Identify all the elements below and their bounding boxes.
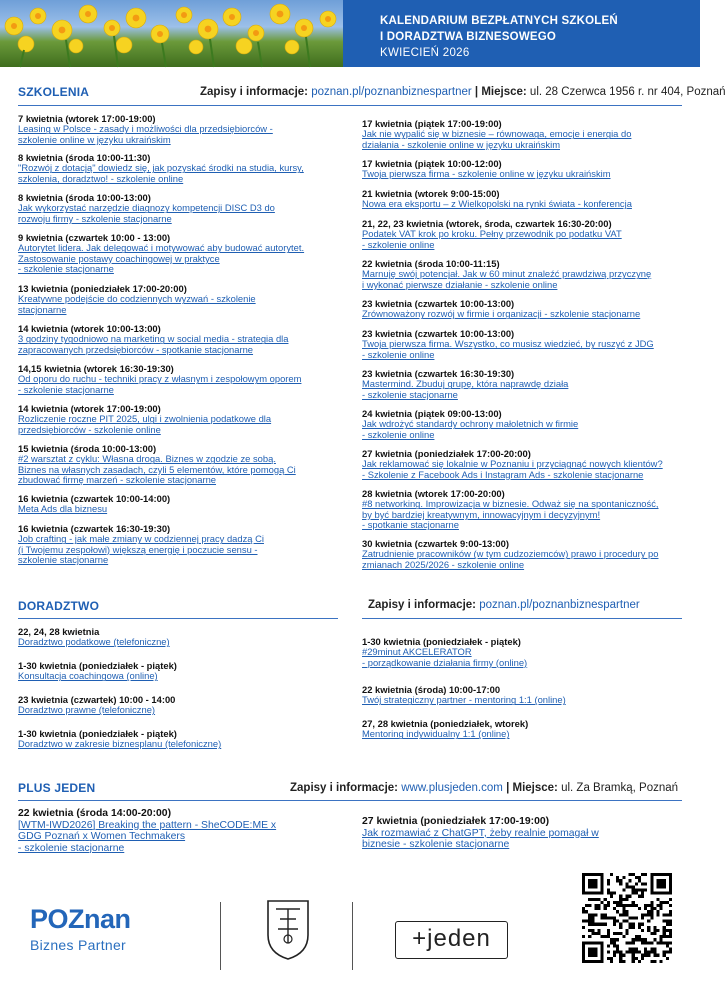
event-date: 17 kwietnia (piątek 17:00-19:00)	[362, 118, 502, 129]
event-link[interactable]: zmianach 2025/2026 - szkolenie online	[362, 558, 525, 570]
event-link[interactable]: stacjonarne	[18, 303, 67, 315]
event-link[interactable]: Konsultacja coachingowa (online)	[18, 670, 158, 682]
info-separator: |	[474, 86, 479, 98]
event-item	[362, 299, 692, 320]
plusjeden-info	[290, 782, 678, 794]
event-link[interactable]: #29minut AKCELERATOR	[362, 646, 472, 658]
event-date: 1-30 kwietnia (poniedziałek - piątek)	[362, 636, 521, 647]
event-item	[362, 159, 692, 180]
event-link[interactable]: Autorytet lidera. Jak delegować i motywować aby budować autorytet.	[18, 242, 305, 254]
info-label: Zapisy i informacje:	[200, 86, 309, 98]
event-date: 17 kwietnia (piątek 10:00-12:00)	[362, 158, 502, 169]
event-item	[18, 729, 338, 750]
event-link[interactable]: Nowa era eksportu – z Wielkopolski na rynki świata - konferencja	[362, 198, 632, 210]
event-item	[18, 404, 348, 435]
event-item	[18, 364, 348, 395]
section-divider-left	[18, 618, 338, 619]
event-link[interactable]: rozwoju firmy - szkolenie stacjonarne	[18, 212, 172, 224]
event-date: 8 kwietnia (środa 10:00-11:30)	[18, 152, 151, 163]
event-link[interactable]: Jak nie wypalić się w biznesie – równowaga, emocje i energia do	[362, 128, 632, 140]
event-item	[362, 409, 692, 440]
event-item	[362, 719, 682, 740]
event-link[interactable]: biznesie - szkolenie stacjonarne	[362, 839, 510, 851]
event-item	[18, 695, 338, 716]
event-link[interactable]: - szkolenie stacjonarne	[18, 383, 114, 395]
event-date: 21 kwietnia (wtorek 9:00-15:00)	[362, 188, 500, 199]
daffodils-photo	[0, 0, 343, 67]
event-link[interactable]: Mentoring indywidualny 1:1 (online)	[362, 728, 510, 740]
info-label: Zapisy i informacje:	[290, 782, 399, 794]
event-item	[362, 489, 692, 531]
zaulek-rzemiosla-logo	[258, 895, 318, 975]
event-link[interactable]: - Szkolenie z Facebook Ads i Instagram Ads - szkolenie stacjonarne	[362, 468, 644, 480]
event-link[interactable]: Doradztwo podatkowe (telefoniczne)	[18, 636, 170, 648]
szkolenia-info	[200, 86, 726, 98]
event-date: 23 kwietnia (czwartek) 10:00 - 14:00	[18, 694, 176, 705]
event-date: 30 kwietnia (czwartek 9:00-13:00)	[362, 538, 509, 549]
event-date: 16 kwietnia (czwartek 10:00-14:00)	[18, 493, 171, 504]
info-link[interactable]: www.plusjeden.com	[401, 782, 503, 794]
event-link[interactable]: - szkolenie stacjonarne	[18, 842, 125, 854]
event-link[interactable]: i wykonać pierwsze działanie - szkolenie online	[362, 278, 558, 290]
event-date: 1-30 kwietnia (poniedziałek - piątek)	[18, 728, 177, 739]
event-date: 14 kwietnia (wtorek 10:00-13:00)	[18, 323, 161, 334]
event-item	[18, 444, 348, 486]
event-link[interactable]: zapracowanych przedsiębiorców - spotkanie stacjonarne	[18, 343, 254, 355]
event-link[interactable]: przedsiębiorców - szkolenie online	[18, 423, 161, 435]
event-item	[18, 193, 348, 224]
section-divider	[18, 800, 682, 801]
event-date: 21, 22, 23 kwietnia (wtorek, środa, czwartek 16:30-20:00)	[362, 218, 612, 229]
event-date: 9 kwietnia (czwartek 10:00 - 13:00)	[18, 232, 171, 243]
event-item	[18, 494, 348, 515]
event-date: 27, 28 kwietnia (poniedziałek, wtorek)	[362, 718, 529, 729]
qr-code[interactable]	[582, 873, 672, 963]
event-date: 27 kwietnia (poniedziałek 17:00-20:00)	[362, 448, 531, 459]
event-link[interactable]: Jak wdrożyć standardy ochrony małoletnich w firmie	[362, 418, 579, 430]
event-link[interactable]: (i Twojemu zespołowi) większą energię i poczucie sensu -	[18, 543, 258, 555]
event-date: 14 kwietnia (wtorek 17:00-19:00)	[18, 403, 161, 414]
event-item	[362, 449, 692, 480]
event-link[interactable]: Doradztwo w zakresie biznesplanu (telefoniczne)	[18, 738, 222, 750]
event-date: 27 kwietnia (poniedziałek 17:00-19:00)	[362, 816, 550, 827]
event-item	[362, 369, 692, 400]
event-link[interactable]: Jak wykorzystać narzędzie diagnozy kompetencji DISC D3 do	[18, 202, 275, 214]
section-title-doradztwo: DORADZTWO	[18, 599, 100, 613]
event-link[interactable]: - szkolenie online	[362, 348, 435, 360]
event-item	[18, 627, 338, 648]
event-link[interactable]: Jak rozmawiać z ChatGPT, żeby realnie pomagał w	[362, 827, 599, 839]
event-link[interactable]: #2 warsztat z cyklu: Własna droga. Biznes w zgodzie ze sobą.	[18, 453, 276, 465]
event-date: 22 kwietnia (środa 10:00-11:15)	[362, 258, 500, 269]
event-link[interactable]: Od oporu do ruchu - techniki pracy z własnym i zespołowym oporem	[18, 373, 302, 385]
event-link[interactable]: Marnuję swój potencjał. Jak w 60 minut znaleźć prawdziwą przyczynę	[362, 268, 652, 280]
event-item	[18, 153, 348, 184]
event-item	[362, 259, 692, 290]
info-link[interactable]: poznan.pl/poznanbiznespartner	[311, 86, 472, 98]
event-item	[18, 233, 348, 275]
event-date: 7 kwietnia (wtorek 17:00-19:00)	[18, 113, 156, 124]
event-item	[18, 324, 348, 355]
event-link[interactable]: szkolenia, doradztwo! - szkolenie online	[18, 172, 184, 184]
event-link[interactable]: Zatrudnienie pracowników (w tym cudzoziemców) prawo i procedury po	[362, 548, 659, 560]
event-link[interactable]: Zastosowanie postawy coachingowej w praktyce	[18, 252, 220, 264]
section-divider	[18, 105, 682, 106]
event-link[interactable]: #8 networking. Improwizacja w biznesie. Odważ się na spontaniczność,	[362, 498, 659, 510]
event-link[interactable]: Biznes na własnych zasadach, czyli 5 elementów, które pomogą Ci	[18, 463, 296, 475]
event-item	[18, 661, 338, 682]
event-link[interactable]: Meta Ads dla biznesu	[18, 503, 108, 515]
event-link[interactable]: Jak reklamować się lokalnie w Poznaniu i przyciągnąć nowych klientów?	[362, 458, 663, 470]
section-divider-right	[362, 618, 682, 619]
event-item	[362, 219, 692, 250]
footer-separator	[352, 902, 353, 970]
event-date: 22 kwietnia (środa 14:00-20:00)	[18, 808, 172, 819]
event-link[interactable]: - szkolenie online	[362, 428, 435, 440]
event-link[interactable]: zbudować firmę marzeń - szkolenie stacjonarne	[18, 474, 217, 486]
event-link[interactable]: Job crafting - jak małe zmiany w codziennej pracy dadzą Ci	[18, 533, 264, 545]
event-link[interactable]: szkolenie stacjonarne	[18, 554, 109, 566]
event-link[interactable]: - szkolenie stacjonarne	[362, 388, 458, 400]
info-separator: |	[506, 782, 510, 794]
page-title	[380, 13, 618, 45]
event-date: 13 kwietnia (poniedziałek 17:00-20:00)	[18, 283, 187, 294]
event-item	[362, 329, 692, 360]
event-link[interactable]: 3 godziny tygodniowo na marketing w social media - strategia dla	[18, 333, 289, 345]
event-link[interactable]: by być bardziej kreatywnym, innowacyjnym i decyzyjnym!	[362, 508, 601, 520]
plusjeden-logo: +jeden	[395, 921, 508, 959]
event-link[interactable]: Doradztwo prawne (telefoniczne)	[18, 704, 156, 716]
event-link[interactable]: Leasing w Polsce - zasady i możliwości dla przedsiębiorców -	[18, 123, 273, 135]
event-link[interactable]: - porządkowanie działania firmy (online)	[362, 656, 528, 668]
doradztwo-info	[368, 599, 640, 611]
event-link[interactable]: działania - szkolenie online w języku ukraińskim	[362, 138, 561, 150]
event-link[interactable]: Podatek VAT krok po kroku. Pełny przewodnik po podatku VAT	[362, 228, 622, 240]
poznan-logo	[30, 905, 131, 953]
event-item	[362, 189, 692, 210]
event-date: 23 kwietnia (czwartek 10:00-13:00)	[362, 328, 515, 339]
event-link[interactable]: Twoja pierwsza firma - szkolenie online w języku ukraińskim	[362, 168, 611, 180]
event-link[interactable]: Mastermind. Zbuduj grupę, która naprawdę działa	[362, 378, 569, 390]
event-link[interactable]: Rozliczenie roczne PIT 2025, ulgi i zwolnienia podatkowe dla	[18, 413, 272, 425]
month-label: KWIECIEŃ 2026	[380, 47, 470, 59]
event-link[interactable]: - szkolenie stacjonarne	[18, 263, 114, 275]
event-link[interactable]: szkolenie online w języku ukraińskim	[18, 133, 171, 145]
event-date: 16 kwietnia (czwartek 16:30-19:30)	[18, 523, 171, 534]
event-item	[362, 685, 682, 706]
event-date: 22, 24, 28 kwietnia	[18, 626, 100, 637]
place-value: ul. Za Bramką, Poznań	[561, 782, 679, 794]
event-item	[18, 284, 348, 315]
event-date: 1-30 kwietnia (poniedziałek - piątek)	[18, 660, 177, 671]
event-date: 22 kwietnia (środa) 10:00-17:00	[362, 684, 501, 695]
place-value: ul. 28 Czerwca 1956 r. nr 404, Poznań	[529, 86, 726, 98]
event-date: 24 kwietnia (piątek 09:00-13:00)	[362, 408, 502, 419]
place-label: Miejsce:	[481, 86, 527, 98]
section-title-plusjeden: PLUS JEDEN	[18, 781, 96, 795]
event-item	[18, 808, 338, 854]
event-item	[362, 119, 692, 150]
event-item	[362, 816, 682, 851]
info-label: Zapisy i informacje:	[368, 599, 477, 611]
poznan-sub: Biznes Partner	[30, 937, 127, 953]
event-item	[362, 539, 692, 570]
event-date: 15 kwietnia (środa 10:00-13:00)	[18, 443, 157, 454]
event-link[interactable]: - spotkanie stacjonarne	[362, 519, 459, 531]
event-item	[18, 524, 348, 566]
title-line-2: I DORADZTWA BIZNESOWEGO	[380, 31, 557, 43]
event-date: 8 kwietnia (środa 10:00-13:00)	[18, 192, 151, 203]
event-date: 23 kwietnia (czwartek 10:00-13:00)	[362, 298, 515, 309]
event-link[interactable]: GDG Poznań x Women Techmakers	[18, 831, 186, 843]
event-link[interactable]: - szkolenie online	[362, 238, 435, 250]
event-date: 28 kwietnia (wtorek 17:00-20:00)	[362, 488, 505, 499]
event-item	[362, 637, 682, 668]
event-link[interactable]: Zrównoważony rozwój w firmie i organizacji - szkolenie stacjonarne	[362, 308, 641, 320]
footer-separator	[220, 902, 221, 970]
header	[0, 0, 700, 67]
event-link[interactable]: Twoja pierwsza firma. Wszystko, co musisz wiedzieć, by ruszyć z JDG	[362, 338, 654, 350]
event-item	[18, 114, 348, 145]
event-link[interactable]: Kreatywne podejście do codziennych wyzwań - szkolenie	[18, 293, 256, 305]
event-date: 23 kwietnia (czwartek 16:30-19:30)	[362, 368, 515, 379]
event-link[interactable]: [WTM-IWD2026] Breaking the pattern - SheCODE:ME x	[18, 819, 277, 831]
section-title-szkolenia: SZKOLENIA	[18, 85, 90, 99]
place-label: Miejsce:	[512, 782, 558, 794]
title-line-1: KALENDARIUM BEZPŁATNYCH SZKOLEŃ	[380, 15, 618, 27]
event-link[interactable]: "Rozwój z dotacją" dowiedz się, jak pozyskać środki na studia, kursy,	[18, 162, 304, 174]
info-link[interactable]: poznan.pl/poznanbiznespartner	[479, 599, 640, 611]
event-link[interactable]: Twój strategiczny partner - mentoring 1:1 (online)	[362, 694, 566, 706]
poznan-brand: POZnan	[30, 904, 131, 934]
event-date: 14,15 kwietnia (wtorek 16:30-19:30)	[18, 363, 174, 374]
